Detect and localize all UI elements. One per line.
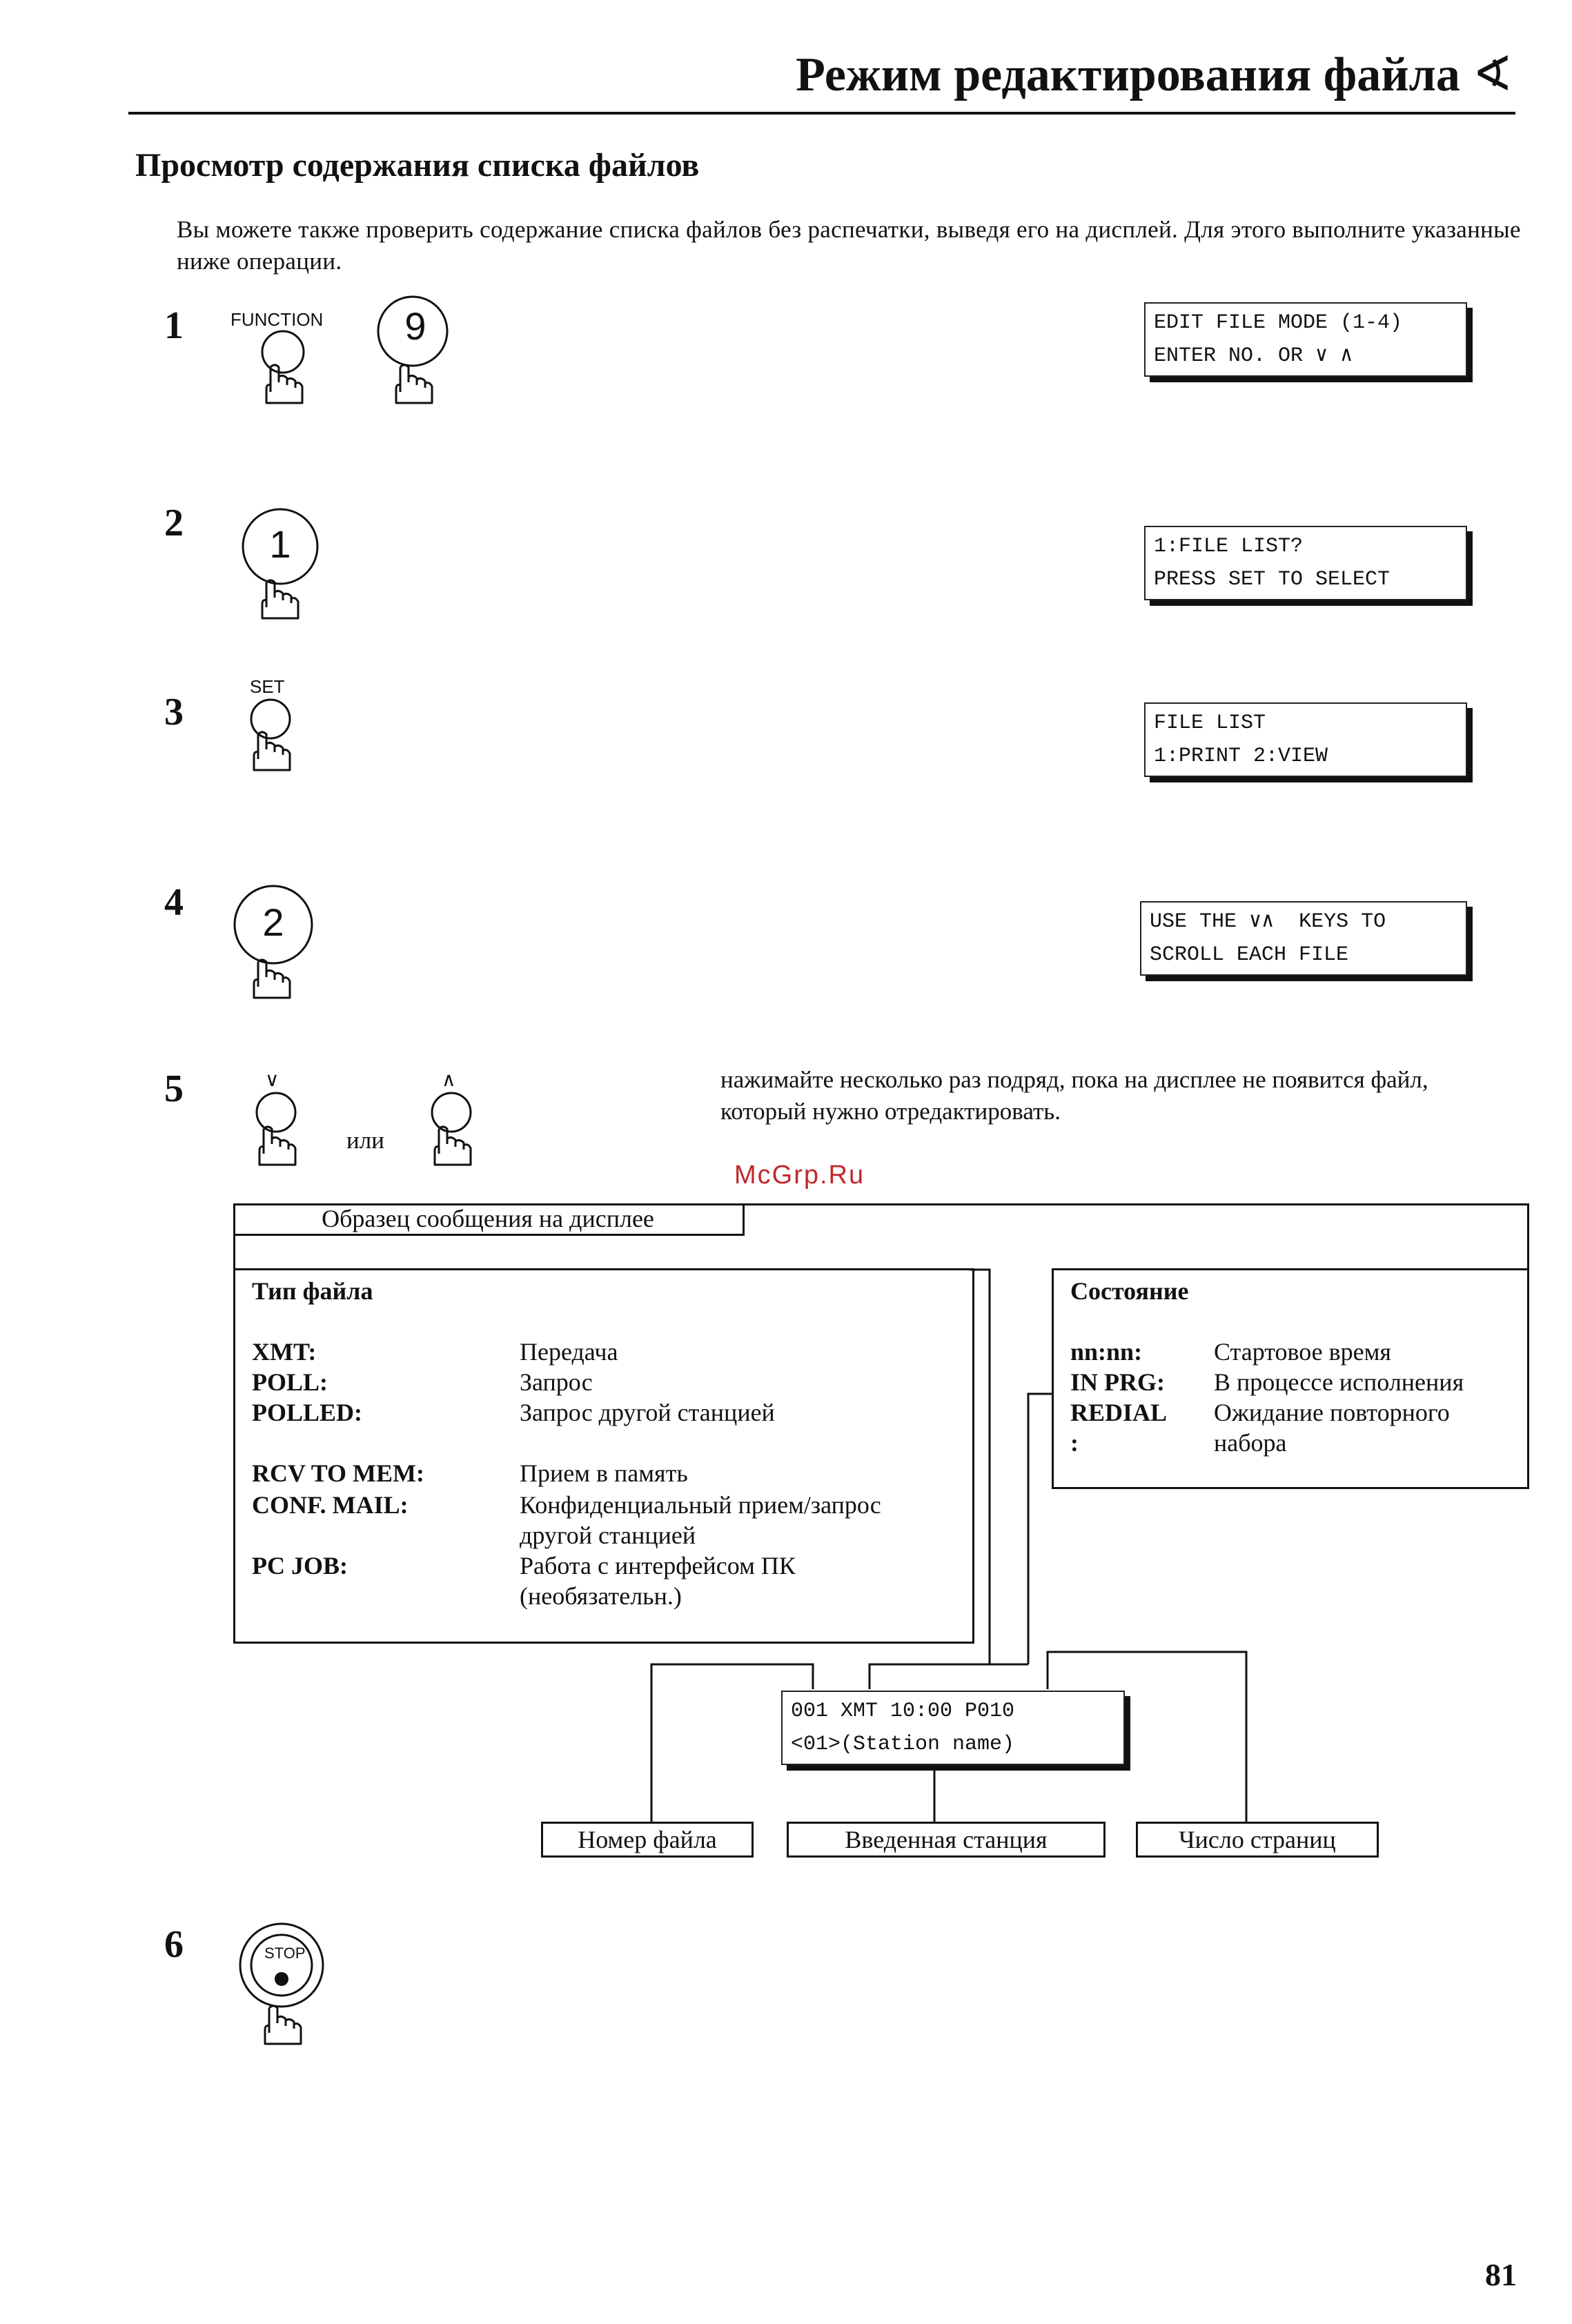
key-2-label: 2: [262, 900, 284, 944]
file-type-desc: Запрос другой станцией: [520, 1399, 775, 1426]
lcd-line: EDIT FILE MODE (1-4): [1154, 311, 1403, 335]
file-type-title: Тип файла: [252, 1277, 373, 1305]
lcd-line: PRESS SET TO SELECT: [1154, 568, 1391, 591]
file-type-desc-cont: (необязательн.): [520, 1582, 682, 1610]
key-9-label: 9: [404, 304, 426, 348]
set-key-label: SET: [250, 676, 285, 697]
lcd-line: 1:PRINT 2:VIEW: [1154, 745, 1328, 768]
display-sample-caption: Образец сообщения на дисплее: [233, 1203, 745, 1236]
or-text: или: [346, 1127, 384, 1154]
key-1-label: 1: [269, 522, 291, 566]
page-number: 81: [1485, 2257, 1517, 2292]
stop-key[interactable]: [239, 1918, 335, 2049]
stop-key-label: STOP: [264, 1944, 306, 1962]
lcd-line: 001 XMT 10:00 P010: [791, 1700, 1015, 1723]
status-code: :: [1070, 1429, 1079, 1457]
file-type-code: CONF. MAIL:: [252, 1491, 409, 1519]
file-type-code: XMT:: [252, 1338, 317, 1366]
status-code: REDIAL: [1070, 1399, 1168, 1426]
file-type-code: POLLED:: [252, 1399, 363, 1426]
lcd-sample-display: [781, 1691, 1125, 1765]
lcd-line: SCROLL EACH FILE: [1150, 943, 1349, 967]
section-title: Просмотр содержания списка файлов: [135, 147, 700, 184]
lcd-line: USE THE ∨∧ KEYS TO: [1150, 910, 1386, 934]
step-5-number: 5: [164, 1067, 184, 1110]
status-desc: Ожидание повторного: [1214, 1399, 1450, 1426]
header-title-text: Режим редактирования файла: [796, 48, 1460, 101]
file-type-desc: Работа с интерфейсом ПК: [520, 1552, 796, 1579]
label-entered-station: Введенная станция: [787, 1822, 1106, 1858]
step-6-number: 6: [164, 1923, 184, 1966]
step-3-number: 3: [164, 691, 184, 733]
up-key-label: ∧: [442, 1069, 456, 1090]
function-key-label: FUNCTION: [230, 309, 324, 330]
file-type-desc: Запрос: [520, 1368, 593, 1396]
status-title: Состояние: [1070, 1277, 1189, 1305]
down-key-label: ∨: [265, 1069, 279, 1090]
file-type-desc-cont: другой станцией: [520, 1522, 696, 1549]
lcd-line: 1:FILE LIST?: [1154, 535, 1304, 558]
file-type-code: PC JOB:: [252, 1552, 348, 1579]
finger-press-icon: [265, 2006, 301, 2044]
step-5-instruction: нажимайте несколько раз подряд, пока на дисплее не появится файл, который нужно отредактировать.: [720, 1066, 1428, 1125]
file-type-code: RCV TO MEM:: [252, 1459, 425, 1487]
label-file-number: Номер файла: [541, 1822, 754, 1858]
status-code: nn:nn:: [1070, 1338, 1143, 1366]
label-page-count: Число страниц: [1136, 1822, 1379, 1858]
file-type-code: POLL:: [252, 1368, 328, 1396]
status-desc: набора: [1214, 1429, 1287, 1457]
stop-symbol-icon: [275, 1972, 288, 1986]
lcd-line: <01>(Station name): [791, 1733, 1015, 1756]
step-2-number: 2: [164, 502, 184, 544]
lcd-line: ENTER NO. OR ∨ ∧: [1154, 344, 1353, 368]
lcd-line: FILE LIST: [1154, 711, 1266, 735]
status-desc: Стартовое время: [1214, 1338, 1391, 1366]
watermark: McGrp.Ru: [734, 1161, 865, 1190]
file-type-desc: Передача: [520, 1338, 618, 1366]
status-desc: В процессе исполнения: [1214, 1368, 1464, 1396]
intro-paragraph: Вы можете также проверить содержание списка файлов без распечатки, выведя его на дисплей. Для этого выполните указанные ниже операции.: [177, 216, 1521, 275]
file-type-desc: Прием в память: [520, 1459, 688, 1487]
step-4-number: 4: [164, 881, 184, 924]
header-marker-icon: ∢: [1472, 48, 1513, 101]
file-type-desc: Конфиденциальный прием/запрос: [520, 1491, 881, 1519]
step-1-number: 1: [164, 304, 184, 347]
status-code: IN PRG:: [1070, 1368, 1165, 1396]
